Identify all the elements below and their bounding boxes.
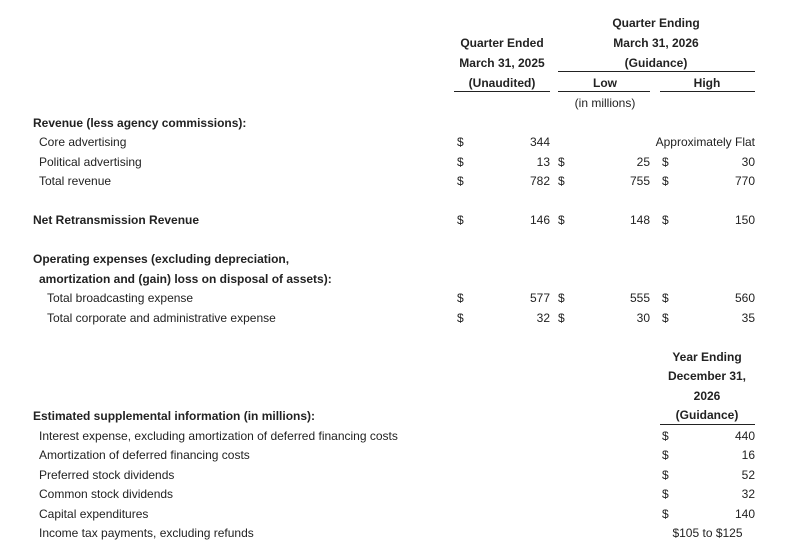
quarter-ending-header-line3: (Guidance): [624, 56, 688, 70]
income-tax-value: $105 to $125: [672, 526, 743, 540]
capex-label: Capital expenditures: [39, 507, 149, 521]
core-advertising-actual: 344: [529, 135, 550, 149]
low-header: Low: [593, 76, 617, 90]
political-advertising-high: 30: [741, 155, 755, 169]
core-advertising-currency: $: [457, 135, 464, 149]
broadcasting-expense-high-currency: $: [662, 291, 669, 305]
broadcasting-expense-actual: 577: [529, 291, 550, 305]
amortization-currency: $: [662, 448, 669, 462]
broadcasting-expense-high: 560: [734, 291, 755, 305]
broadcasting-expense-currency: $: [457, 291, 464, 305]
common-dividends-value: 32: [741, 487, 755, 501]
total-revenue-low-currency: $: [558, 174, 565, 188]
quarter-ended-header-line2: March 31, 2025: [459, 56, 545, 70]
capex-value: 140: [734, 507, 755, 521]
net-retransmission-high: 150: [734, 213, 755, 227]
total-revenue-actual: 782: [529, 174, 550, 188]
year-ending-header-line2: December 31,: [667, 369, 747, 383]
year-ending-underline: [660, 424, 755, 425]
net-retransmission-actual: 146: [529, 213, 550, 227]
political-advertising-label: Political advertising: [39, 155, 142, 169]
broadcasting-expense-low-currency: $: [558, 291, 565, 305]
year-ending-header-line4: (Guidance): [675, 408, 739, 422]
preferred-dividends-value: 52: [741, 468, 755, 482]
income-tax-label: Income tax payments, excluding refunds: [39, 526, 254, 540]
net-retransmission-low: 148: [629, 213, 650, 227]
opex-heading-line1: Operating expenses (excluding depreciation,: [33, 252, 290, 266]
quarter-ending-underline: [558, 71, 755, 72]
political-advertising-actual: 13: [536, 155, 550, 169]
core-advertising-label: Core advertising: [39, 135, 127, 149]
common-dividends-currency: $: [662, 487, 669, 501]
corporate-expense-label: Total corporate and administrative expense: [47, 311, 276, 325]
interest-expense-label: Interest expense, excluding amortization of deferred financing costs: [39, 429, 398, 443]
corporate-expense-actual: 32: [536, 311, 550, 325]
quarter-ended-header-line1: Quarter Ended: [460, 36, 544, 50]
corporate-expense-low: 30: [636, 311, 650, 325]
low-underline: [558, 91, 650, 92]
amortization-label: Amortization of deferred financing costs: [39, 448, 250, 462]
total-revenue-high: 770: [734, 174, 755, 188]
broadcasting-expense-label: Total broadcasting expense: [47, 291, 194, 305]
preferred-dividends-label: Preferred stock dividends: [39, 468, 175, 482]
capex-currency: $: [662, 507, 669, 521]
amortization-value: 16: [741, 448, 755, 462]
common-dividends-label: Common stock dividends: [39, 487, 174, 501]
political-advertising-high-currency: $: [662, 155, 669, 169]
net-retransmission-high-currency: $: [662, 213, 669, 227]
corporate-expense-currency: $: [457, 311, 464, 325]
high-underline: [660, 91, 755, 92]
quarter-ended-underline: [454, 91, 550, 92]
interest-expense-value: 440: [734, 429, 755, 443]
political-advertising-currency: $: [457, 155, 464, 169]
corporate-expense-high-currency: $: [662, 311, 669, 325]
supplemental-heading: Estimated supplemental information (in millions):: [33, 409, 316, 423]
total-revenue-high-currency: $: [662, 174, 669, 188]
high-header: High: [693, 76, 721, 90]
units-note: (in millions): [574, 96, 636, 110]
net-retransmission-currency: $: [457, 213, 464, 227]
quarter-ended-header-line3: (Unaudited): [468, 76, 536, 90]
political-advertising-low: 25: [636, 155, 650, 169]
net-retransmission-label: Net Retransmission Revenue: [33, 213, 200, 227]
revenue-heading: Revenue (less agency commissions):: [33, 116, 247, 130]
interest-expense-currency: $: [662, 429, 669, 443]
total-revenue-currency: $: [457, 174, 464, 188]
corporate-expense-high: 35: [741, 311, 755, 325]
opex-heading-line2: amortization and (gain) loss on disposal of assets):: [39, 272, 332, 286]
quarter-ending-header-line2: March 31, 2026: [613, 36, 699, 50]
quarter-ending-header-line1: Quarter Ending: [612, 16, 700, 30]
net-retransmission-low-currency: $: [558, 213, 565, 227]
preferred-dividends-currency: $: [662, 468, 669, 482]
core-advertising-guidance: Approximately Flat: [655, 135, 755, 149]
broadcasting-expense-low: 555: [629, 291, 650, 305]
year-ending-header-line1: Year Ending: [672, 350, 742, 364]
corporate-expense-low-currency: $: [558, 311, 565, 325]
total-revenue-label: Total revenue: [39, 174, 112, 188]
total-revenue-low: 755: [629, 174, 650, 188]
political-advertising-low-currency: $: [558, 155, 565, 169]
year-ending-header-line3: 2026: [693, 389, 721, 403]
